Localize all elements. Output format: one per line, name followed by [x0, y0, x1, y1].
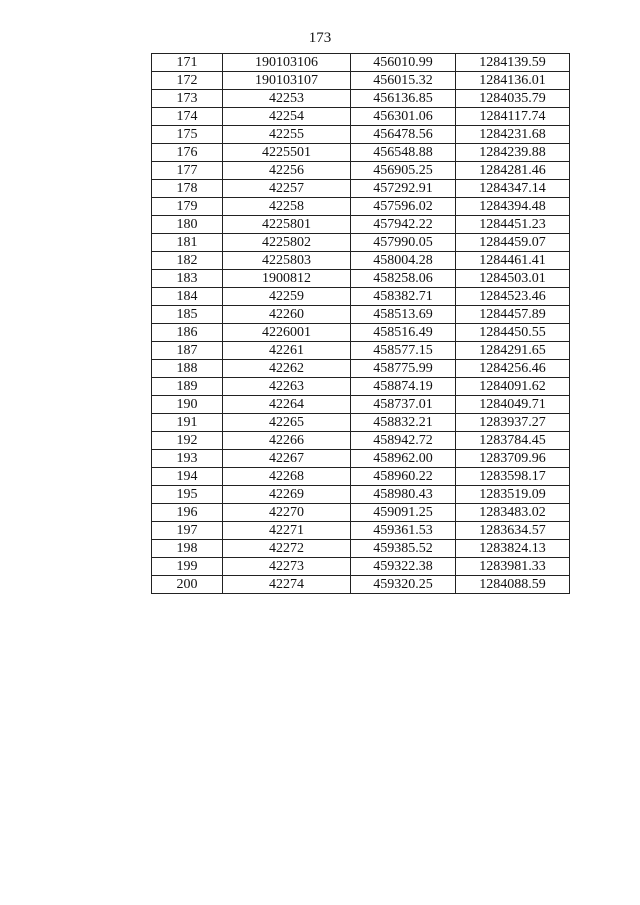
row-index-cell: 178	[152, 180, 223, 198]
x-coordinate-cell: 458874.19	[351, 378, 456, 396]
page-number: 173	[308, 30, 332, 46]
x-coordinate-cell: 458960.22	[351, 468, 456, 486]
table-row	[152, 360, 570, 378]
y-coordinate-cell: 1284239.88	[456, 144, 570, 162]
row-index-cell: 199	[152, 558, 223, 576]
point-id-cell: 42267	[223, 450, 351, 468]
table-row	[152, 198, 570, 216]
x-coordinate-cell: 456548.88	[351, 144, 456, 162]
row-index-cell: 184	[152, 288, 223, 306]
y-coordinate-cell: 1284117.74	[456, 108, 570, 126]
row-index-cell: 179	[152, 198, 223, 216]
y-coordinate-cell: 1284035.79	[456, 90, 570, 108]
point-id-cell: 42273	[223, 558, 351, 576]
table-row	[152, 54, 570, 72]
table-row	[152, 414, 570, 432]
point-id-cell: 42270	[223, 504, 351, 522]
x-coordinate-cell: 459320.25	[351, 576, 456, 594]
row-index-cell: 191	[152, 414, 223, 432]
table-row	[152, 378, 570, 396]
x-coordinate-cell: 456136.85	[351, 90, 456, 108]
row-index-cell: 198	[152, 540, 223, 558]
row-index-cell: 186	[152, 324, 223, 342]
table-row	[152, 306, 570, 324]
row-index-cell: 197	[152, 522, 223, 540]
table-row	[152, 486, 570, 504]
row-index-cell: 171	[152, 54, 223, 72]
point-id-cell: 190103107	[223, 72, 351, 90]
y-coordinate-cell: 1284231.68	[456, 126, 570, 144]
y-coordinate-cell: 1284347.14	[456, 180, 570, 198]
row-index-cell: 193	[152, 450, 223, 468]
coordinates-table-body	[152, 54, 570, 594]
x-coordinate-cell: 458577.15	[351, 342, 456, 360]
table-row	[152, 342, 570, 360]
table-row	[152, 450, 570, 468]
point-id-cell: 42265	[223, 414, 351, 432]
y-coordinate-cell: 1284451.23	[456, 216, 570, 234]
row-index-cell: 172	[152, 72, 223, 90]
point-id-cell: 42268	[223, 468, 351, 486]
x-coordinate-cell: 459322.38	[351, 558, 456, 576]
y-coordinate-cell: 1284459.07	[456, 234, 570, 252]
y-coordinate-cell: 1284088.59	[456, 576, 570, 594]
y-coordinate-cell: 1284394.48	[456, 198, 570, 216]
point-id-cell: 42266	[223, 432, 351, 450]
y-coordinate-cell: 1284091.62	[456, 378, 570, 396]
row-index-cell: 185	[152, 306, 223, 324]
table-row	[152, 468, 570, 486]
y-coordinate-cell: 1284049.71	[456, 396, 570, 414]
row-index-cell: 187	[152, 342, 223, 360]
x-coordinate-cell: 458513.69	[351, 306, 456, 324]
x-coordinate-cell: 456905.25	[351, 162, 456, 180]
x-coordinate-cell: 458516.49	[351, 324, 456, 342]
y-coordinate-cell: 1283483.02	[456, 504, 570, 522]
table-row	[152, 396, 570, 414]
row-index-cell: 183	[152, 270, 223, 288]
point-id-cell: 42271	[223, 522, 351, 540]
x-coordinate-cell: 458942.72	[351, 432, 456, 450]
y-coordinate-cell: 1284450.55	[456, 324, 570, 342]
x-coordinate-cell: 458737.01	[351, 396, 456, 414]
point-id-cell: 4225802	[223, 234, 351, 252]
point-id-cell: 42264	[223, 396, 351, 414]
point-id-cell: 42269	[223, 486, 351, 504]
y-coordinate-cell: 1283937.27	[456, 414, 570, 432]
x-coordinate-cell: 458775.99	[351, 360, 456, 378]
table-row	[152, 90, 570, 108]
x-coordinate-cell: 457596.02	[351, 198, 456, 216]
y-coordinate-cell: 1283598.17	[456, 468, 570, 486]
point-id-cell: 42274	[223, 576, 351, 594]
x-coordinate-cell: 458980.43	[351, 486, 456, 504]
coordinates-table	[151, 53, 570, 594]
y-coordinate-cell: 1284503.01	[456, 270, 570, 288]
point-id-cell: 42258	[223, 198, 351, 216]
y-coordinate-cell: 1284457.89	[456, 306, 570, 324]
table-row	[152, 234, 570, 252]
row-index-cell: 176	[152, 144, 223, 162]
x-coordinate-cell: 459361.53	[351, 522, 456, 540]
row-index-cell: 192	[152, 432, 223, 450]
table-row	[152, 72, 570, 90]
row-index-cell: 195	[152, 486, 223, 504]
table-row	[152, 270, 570, 288]
y-coordinate-cell: 1284136.01	[456, 72, 570, 90]
y-coordinate-cell: 1284461.41	[456, 252, 570, 270]
row-index-cell: 177	[152, 162, 223, 180]
table-row	[152, 432, 570, 450]
point-id-cell: 42253	[223, 90, 351, 108]
row-index-cell: 180	[152, 216, 223, 234]
y-coordinate-cell: 1283709.96	[456, 450, 570, 468]
point-id-cell: 42256	[223, 162, 351, 180]
table-row	[152, 180, 570, 198]
row-index-cell: 196	[152, 504, 223, 522]
table-row	[152, 216, 570, 234]
x-coordinate-cell: 456478.56	[351, 126, 456, 144]
point-id-cell: 42263	[223, 378, 351, 396]
row-index-cell: 188	[152, 360, 223, 378]
point-id-cell: 42257	[223, 180, 351, 198]
point-id-cell: 1900812	[223, 270, 351, 288]
row-index-cell: 173	[152, 90, 223, 108]
point-id-cell: 42261	[223, 342, 351, 360]
point-id-cell: 190103106	[223, 54, 351, 72]
table-row	[152, 288, 570, 306]
x-coordinate-cell: 457942.22	[351, 216, 456, 234]
x-coordinate-cell: 458258.06	[351, 270, 456, 288]
point-id-cell: 42254	[223, 108, 351, 126]
row-index-cell: 174	[152, 108, 223, 126]
row-index-cell: 175	[152, 126, 223, 144]
point-id-cell: 4225501	[223, 144, 351, 162]
table-row	[152, 108, 570, 126]
y-coordinate-cell: 1284291.65	[456, 342, 570, 360]
row-index-cell: 194	[152, 468, 223, 486]
x-coordinate-cell: 458962.00	[351, 450, 456, 468]
table-row	[152, 504, 570, 522]
point-id-cell: 4225803	[223, 252, 351, 270]
x-coordinate-cell: 459385.52	[351, 540, 456, 558]
row-index-cell: 182	[152, 252, 223, 270]
row-index-cell: 181	[152, 234, 223, 252]
row-index-cell: 200	[152, 576, 223, 594]
y-coordinate-cell: 1283634.57	[456, 522, 570, 540]
x-coordinate-cell: 457990.05	[351, 234, 456, 252]
table-row	[152, 540, 570, 558]
table-row	[152, 558, 570, 576]
table-row	[152, 126, 570, 144]
row-index-cell: 189	[152, 378, 223, 396]
x-coordinate-cell: 458382.71	[351, 288, 456, 306]
point-id-cell: 4225801	[223, 216, 351, 234]
y-coordinate-cell: 1283981.33	[456, 558, 570, 576]
point-id-cell: 42272	[223, 540, 351, 558]
point-id-cell: 42260	[223, 306, 351, 324]
y-coordinate-cell: 1283519.09	[456, 486, 570, 504]
point-id-cell: 4226001	[223, 324, 351, 342]
x-coordinate-cell: 459091.25	[351, 504, 456, 522]
table-row	[152, 324, 570, 342]
x-coordinate-cell: 458004.28	[351, 252, 456, 270]
y-coordinate-cell: 1284139.59	[456, 54, 570, 72]
x-coordinate-cell: 456010.99	[351, 54, 456, 72]
point-id-cell: 42259	[223, 288, 351, 306]
table-row	[152, 252, 570, 270]
x-coordinate-cell: 458832.21	[351, 414, 456, 432]
table-row	[152, 522, 570, 540]
table-row	[152, 144, 570, 162]
x-coordinate-cell: 456301.06	[351, 108, 456, 126]
x-coordinate-cell: 457292.91	[351, 180, 456, 198]
y-coordinate-cell: 1284281.46	[456, 162, 570, 180]
point-id-cell: 42262	[223, 360, 351, 378]
y-coordinate-cell: 1283824.13	[456, 540, 570, 558]
y-coordinate-cell: 1284523.46	[456, 288, 570, 306]
table-row	[152, 576, 570, 594]
y-coordinate-cell: 1284256.46	[456, 360, 570, 378]
y-coordinate-cell: 1283784.45	[456, 432, 570, 450]
row-index-cell: 190	[152, 396, 223, 414]
point-id-cell: 42255	[223, 126, 351, 144]
table-row	[152, 162, 570, 180]
x-coordinate-cell: 456015.32	[351, 72, 456, 90]
